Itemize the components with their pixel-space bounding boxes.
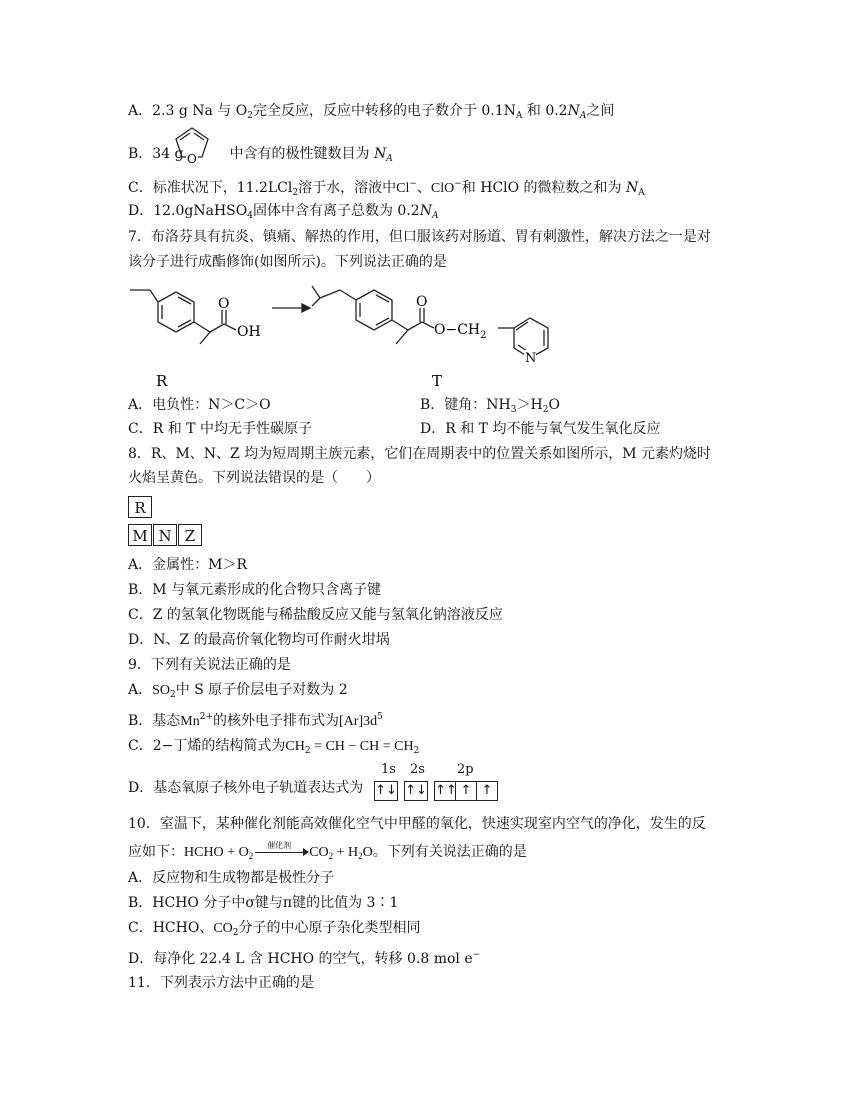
q10-option-c: C．HCHO、$CO_2$分子的中心原子杂化类型相同	[128, 920, 421, 938]
furan-structure	[168, 124, 216, 168]
q7-option-d: D．R 和 T 均不能与氧气发生氧化反应	[420, 421, 661, 437]
label-2s: 2s	[410, 762, 425, 777]
label-1s: 1s	[381, 762, 396, 777]
q10-option-b: B．HCHO 分子中σ键与π键的比值为 3∶1	[128, 895, 399, 911]
structure-t	[312, 286, 548, 358]
q6-option-a: A．2.3 g Na 与 $O_2$完全反应，反应中转移的电子数介于 $0.1N_A$ 和 $0.2N_A$之间	[128, 103, 615, 121]
cell-n: N	[153, 524, 177, 546]
reaction-arrow	[272, 304, 310, 312]
equation-right: $CO_2 + H_2O$	[309, 845, 373, 861]
q9-option-b: B．基态$Mn^{2+}$的核外电子排布式为$[Ar]3d^5$	[128, 712, 383, 729]
pyridine-nitrogen: N	[525, 351, 537, 366]
cell-z: Z	[178, 524, 202, 546]
q8-option-a: A．金属性：M＞R	[128, 557, 247, 573]
catalyst-label: 催化剂	[267, 841, 292, 850]
q10-option-a: A．反应物和生成物都是极性分子	[128, 870, 335, 886]
q10-option-d: D．每净化 22.4 L 含 HCHO 的空气，转移 0.8 mol e−	[128, 950, 481, 967]
t-carbonyl-oxygen: O	[416, 294, 428, 310]
q10-stem-line2: 应如下：HCHO + $O_2$ 催化剂 $CO_2 + H_2O$。下列有关说法正确的是	[128, 842, 527, 866]
q9-option-d: D．基态氧原子核外电子轨道表达式为	[128, 780, 364, 796]
q8-stem-line1: 8．R、M、N、Z 均为短周期主族元素，它们在周期表中的位置关系如图所示，M 元素灼烧时	[128, 446, 711, 462]
q9-option-a: A．$SO_2$中 S 原子价层电子对数为 2	[128, 682, 348, 700]
orbital-2p-z: ↑	[476, 781, 498, 801]
furan-oxygen-label: O	[187, 152, 197, 166]
orbital-1s: ↑↓	[374, 781, 398, 801]
q8-option-d: D．N、Z 的最高价氧化物均可作耐火坩埚	[128, 632, 390, 648]
q9-option-c: C．2−丁烯的结构简式为$CH_2$ = CH − CH = $CH_2$	[128, 738, 420, 756]
q8-option-c: C．Z 的氢氧化物既能与稀盐酸反应又能与氢氧化钠溶液反应	[128, 607, 503, 623]
label-2p: 2p	[457, 762, 474, 777]
q6-option-b: B．34 g 中含有的极性键数目为 $N_A$	[128, 146, 393, 164]
r-carbonyl-oxygen: O	[218, 296, 230, 312]
cell-m: M	[128, 524, 152, 546]
catalyst-arrow	[253, 841, 309, 860]
q7-option-a: A．电负性：N＞C＞O	[128, 397, 271, 413]
q6-option-d: D．12.0gNaHSO$_4$固体中含有离子总数为 $0.2N_A$	[128, 203, 439, 221]
q7-option-b: B．键角：$NH_3>H_2O$	[420, 397, 560, 415]
q10-stem-line1: 10．室温下，某种催化剂能高效催化空气中甲醛的氧化，快速实现室内空气的净化，发生的反	[128, 816, 706, 832]
label-t: T	[432, 372, 443, 390]
r-hydroxyl: OH	[237, 324, 261, 340]
cell-r: R	[128, 496, 152, 518]
q8-stem-line2: 火焰呈黄色。下列说法错误的是（ ）	[128, 470, 380, 486]
q7-stem-line2: 该分子进行成酯修饰(如图所示)。下列说法正确的是	[128, 254, 447, 270]
q9-stem: 9．下列有关说法正确的是	[128, 657, 291, 673]
orbital-2p-x: ↑↑	[434, 781, 456, 801]
orbital-2s: ↑↓	[404, 781, 428, 801]
orbital-2p-y: ↑	[455, 781, 477, 801]
t-ester-chain: $O-CH_2$	[434, 322, 487, 341]
q6-option-c: C．标准状况下，11.2LCl$_2$溶于水，溶液中Cl−、ClO−和 HClO 的微粒数之和为 $N_A$	[128, 179, 645, 198]
equation-left: HCHO + $O_2$	[184, 845, 254, 861]
q7-stem-line1: 7．布洛芬具有抗炎、镇痛、解热的作用，但口服该药对肠道、胃有刺激性，解决方法之一是对	[128, 229, 711, 245]
q11-stem: 11．下列表示方法中正确的是	[128, 975, 314, 991]
ibuprofen-esterification-scheme	[120, 282, 590, 392]
label-r: R	[156, 372, 168, 390]
q7-option-c: C．R 和 T 中均无手性碳原子	[128, 421, 312, 437]
q8-option-b: B．M 与氧元素形成的化合物只含离子键	[128, 582, 382, 598]
